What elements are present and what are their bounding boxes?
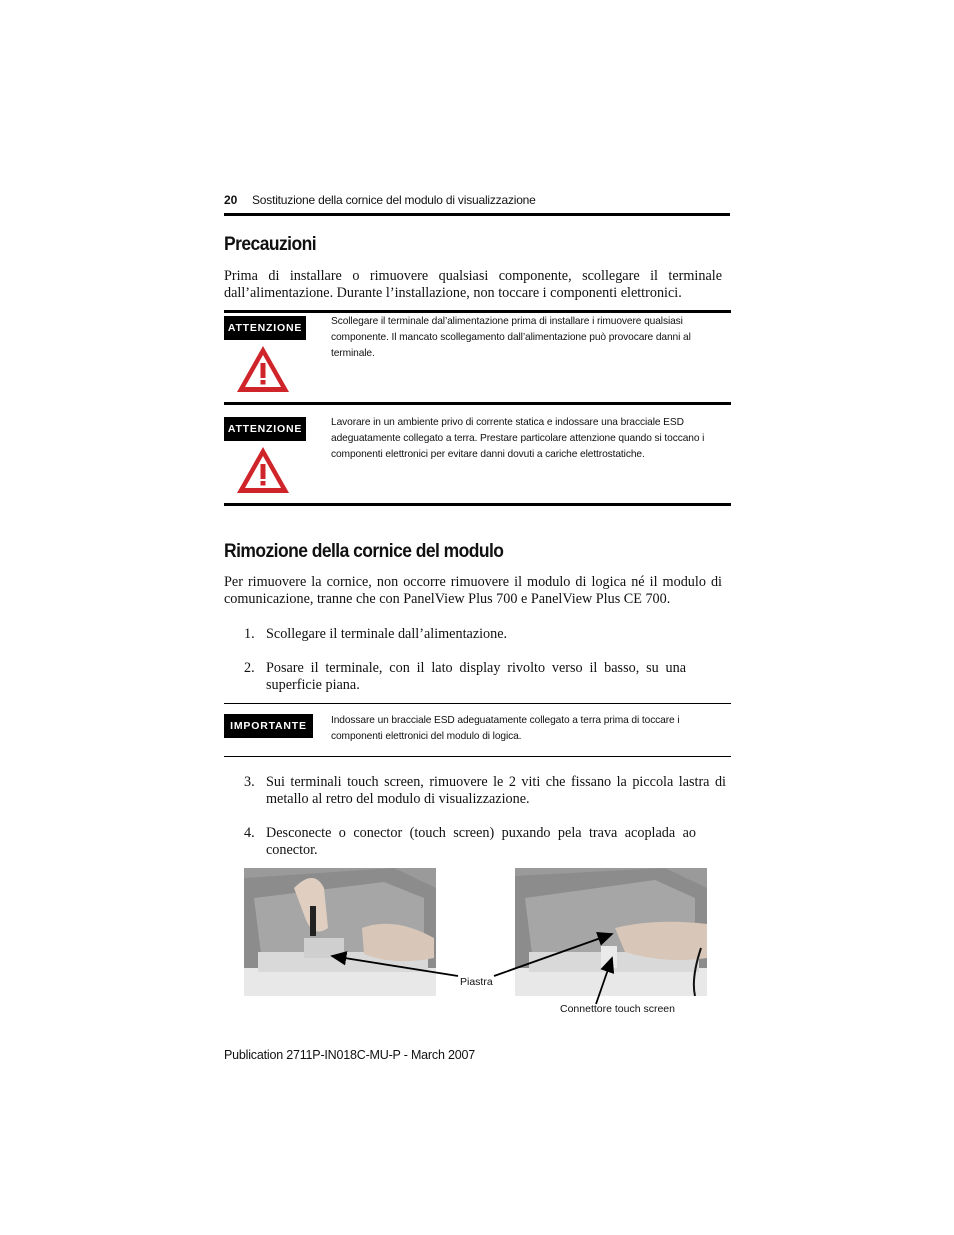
warning-triangle-icon [234,343,292,395]
warning-triangle-icon [234,444,292,496]
step-text: Sui terminali touch screen, rimuovere le 2 viti che fissano la piccola lastra di metallo al retro del modulo di visualizzazione. [266,774,726,807]
callout-arrows [320,900,630,1010]
important-label: IMPORTANTE [224,714,313,738]
attention-text: Scollegare il terminale dal’alimentazione prima di installare i rimuovere qualsiasi componente. Il mancato scollegamento dall’alimentazione può provocare danni al terminale. [331,316,691,359]
step-text: Posare il terminale, con il lato display rivolto verso il basso, su una superficie piana. [266,660,686,693]
callout-plate-label: Piastra [460,976,493,988]
section-intro-precauzioni: Prima di installare o rimuovere qualsiasi componente, scollegare il terminale dall’alimentazione. Durante l’installazione, non toccare i componenti elettronici. [224,268,722,301]
section-heading-precauzioni: Precauzioni [224,234,317,255]
header-rule [224,213,730,216]
step-text: Desconecte o conector (touch screen) puxando pela trava acoplada ao conector. [266,825,696,858]
section-heading-rimozione: Rimozione della cornice del modulo [224,541,504,562]
step-number: 1. [244,626,255,642]
attention-label: ATTENZIONE [224,316,306,340]
footer-publication: Publication 2711P-IN018C-MU-P - March 2007 [224,1048,475,1062]
important-text: Indossare un bracciale ESD adeguatamente collegato a terra prima di toccare i componenti elettronici del modulo di logica. [331,715,680,742]
callout-connector-label: Connettore touch screen [560,1003,675,1015]
step-number: 3. [244,774,255,790]
step-item [244,774,726,810]
attention-rule-top [224,310,731,313]
attention-rule-middle [224,402,731,405]
step-number: 2. [244,660,255,676]
step-text: Scollegare il terminale dall’alimentazione. [266,626,508,642]
important-rule-bottom [224,756,731,757]
important-rule-top [224,703,731,704]
attention-rule-bottom [224,503,731,506]
attention-text: Lavorare in un ambiente privo di corrente statica e indossare una bracciale ESD adeguatamente collegato a terra. Prestare particolare attenzione quando si toccano i componenti elettronici per evitare danni dovuti a cariche elettrostatiche. [331,417,705,460]
step-item [244,660,704,696]
section-intro-rimozione: Per rimuovere la cornice, non occorre rimuovere il modulo di logica né il modulo di comunicazione, tranne che con PanelView Plus 700 e PanelView Plus CE 700. [224,574,722,607]
step-item [244,626,704,646]
attention-label: ATTENZIONE [224,417,306,441]
step-number: 4. [244,825,255,841]
step-item [244,825,704,861]
running-title: Sostituzione della cornice del modulo di visualizzazione [252,193,536,207]
page-number: 20 [224,193,238,207]
